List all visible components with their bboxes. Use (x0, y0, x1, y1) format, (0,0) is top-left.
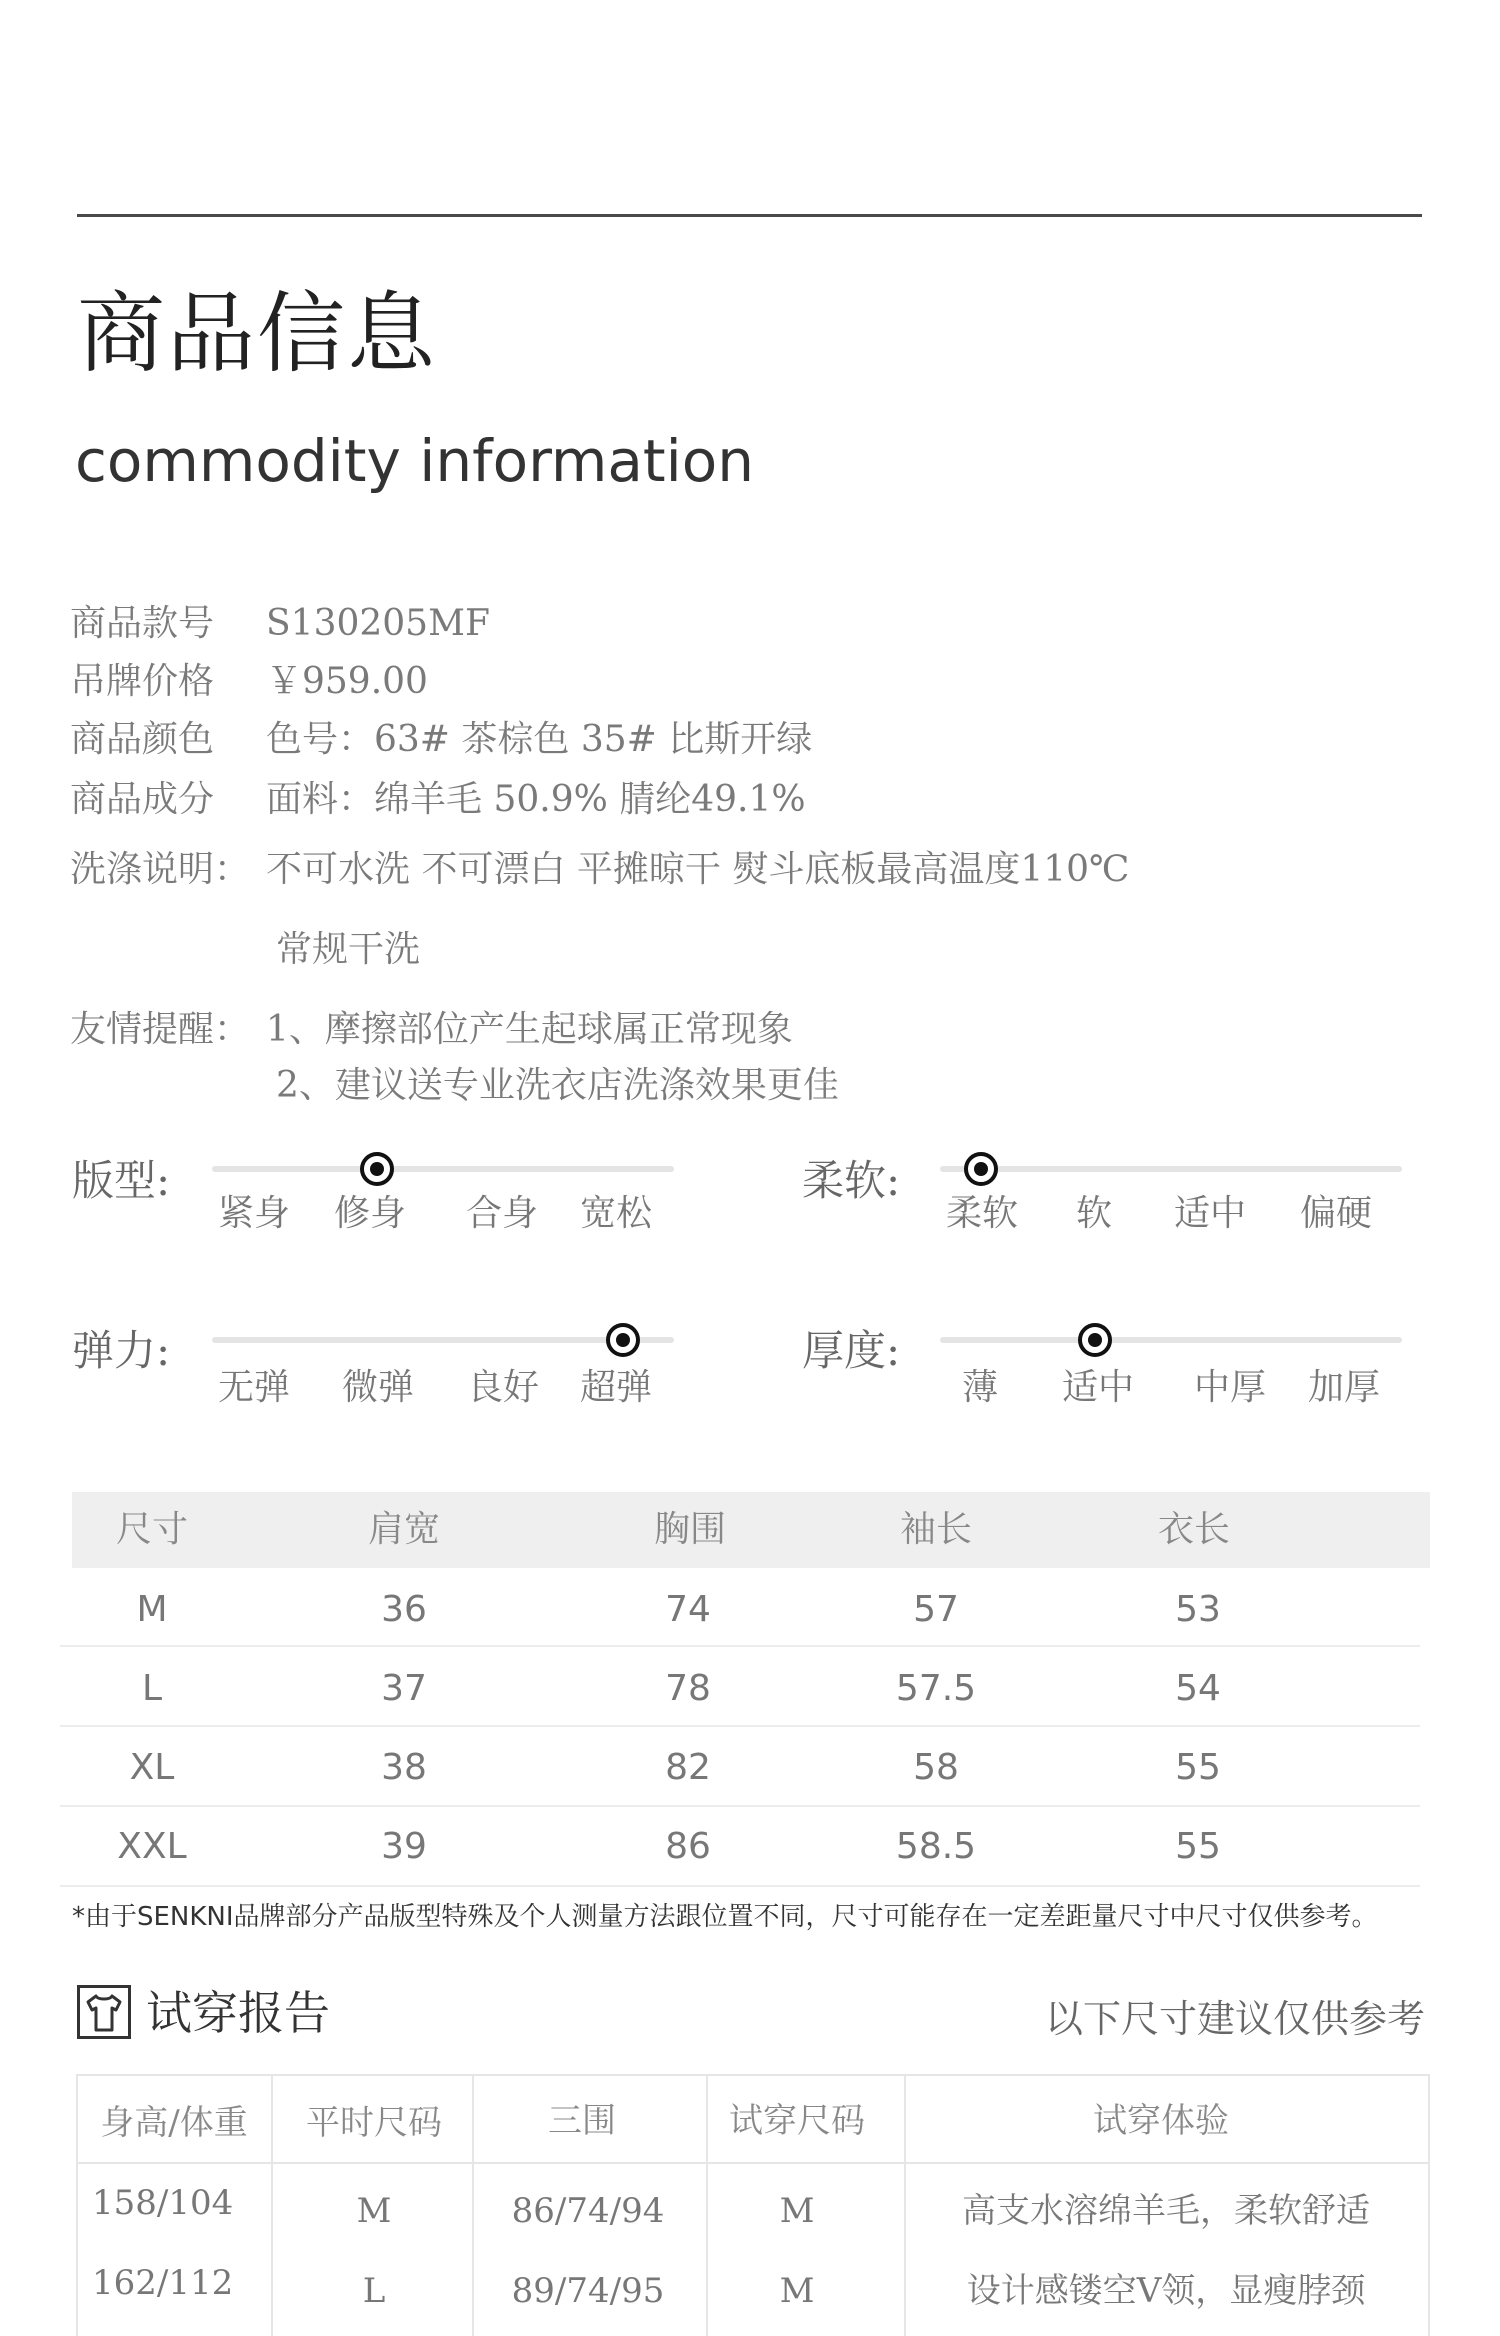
size-cell: 86 (665, 1826, 711, 1867)
scale-option: 合身 (465, 1193, 539, 1234)
table-column-divider (472, 2076, 474, 2336)
tip-line: 2、建议送专业洗衣店洗涤效果更佳 (276, 1065, 839, 1106)
scale-option: 柔软 (945, 1193, 1019, 1234)
size-cell: 55 (1175, 1826, 1221, 1867)
info-style-no (70, 603, 490, 644)
try-cell: M (356, 2191, 392, 2231)
scale-track (940, 1166, 1402, 1172)
try-cell: 设计感镂空V领，显瘦脖颈 (966, 2271, 1366, 2311)
size-cell: 82 (665, 1747, 711, 1788)
info-value: 不可水洗 不可漂白 平摊晾干 熨斗底板最高温度110℃ (266, 849, 1130, 890)
info-composition (70, 779, 806, 820)
top-divider (77, 214, 1422, 217)
info-label: 商品款号 (70, 603, 215, 644)
scale-option: 薄 (961, 1367, 999, 1408)
try-cell: M (779, 2271, 815, 2311)
info-label: 商品颜色 (70, 719, 215, 760)
scale-option: 超弹 (579, 1367, 653, 1408)
scale-label: 弹力: (72, 1326, 171, 1375)
size-cell: 54 (1175, 1668, 1221, 1709)
size-header-cell: 袖长 (899, 1509, 973, 1550)
page-title: 商品信息 (77, 282, 438, 385)
size-cell: 53 (1175, 1589, 1221, 1630)
try-header-cell: 试穿尺码 (729, 2101, 865, 2141)
scale-label: 柔软: (802, 1156, 901, 1205)
scale-option: 中厚 (1193, 1367, 1267, 1408)
size-cell: XL (129, 1747, 175, 1788)
row-divider (60, 1885, 1420, 1887)
scale-label: 厚度: (802, 1326, 901, 1375)
scale-track (212, 1166, 674, 1172)
size-cell: L (141, 1668, 163, 1709)
scale-option: 良好 (466, 1367, 540, 1408)
size-header-cell: 胸围 (653, 1509, 727, 1550)
size-cell: 37 (381, 1668, 427, 1709)
table-border (1428, 2076, 1430, 2336)
scale-option: 软 (1075, 1193, 1113, 1234)
size-header-cell: 尺寸 (115, 1509, 189, 1550)
info-value: ￥959.00 (266, 661, 428, 702)
row-divider (60, 1645, 1420, 1647)
info-value: 面料：绵羊毛 50.9% 腈纶49.1% (266, 779, 806, 820)
try-header-cell: 平时尺码 (306, 2103, 442, 2143)
info-value: S130205MF (266, 603, 490, 644)
info-label: 吊牌价格 (70, 661, 215, 702)
size-cell: 55 (1175, 1747, 1221, 1788)
info-label: 友情提醒： (70, 1009, 251, 1050)
table-row-divider (76, 2162, 1430, 2164)
scale-marker (964, 1152, 998, 1186)
size-cell: 57.5 (895, 1668, 977, 1709)
size-header-cell: 肩宽 (367, 1509, 441, 1550)
scale-option: 无弹 (217, 1367, 291, 1408)
try-cell: L (362, 2271, 386, 2311)
scale-label: 版型: (72, 1156, 171, 1205)
scale-track (212, 1337, 674, 1343)
scale-option: 适中 (1173, 1193, 1247, 1234)
try-header-cell: 三围 (548, 2101, 616, 2141)
scale-marker (360, 1152, 394, 1186)
scale-option: 修身 (333, 1193, 407, 1234)
try-report-note: 以下尺寸建议仅供参考 (1044, 1997, 1425, 2041)
scale-option: 加厚 (1307, 1367, 1381, 1408)
scale-option: 偏硬 (1299, 1193, 1373, 1234)
table-column-divider (706, 2076, 708, 2336)
page-subtitle: commodity information (75, 427, 755, 495)
try-cell: 86/74/94 (511, 2191, 665, 2231)
size-cell: M (136, 1589, 168, 1630)
try-cell: 158/104 (92, 2183, 234, 2223)
info-care-extra: 常规干洗 (276, 929, 421, 970)
scale-track (940, 1337, 1402, 1343)
tip-line: 1、摩擦部位产生起球属正常现象 (266, 1009, 793, 1050)
try-header-cell: 试穿体验 (1093, 2101, 1229, 2141)
info-care (70, 849, 1130, 890)
size-cell: XXL (117, 1826, 187, 1867)
info-color (70, 719, 813, 760)
shirt-icon (77, 1985, 131, 2039)
size-cell: 36 (381, 1589, 427, 1630)
try-report-table (76, 2074, 1430, 2336)
try-cell: 高支水溶绵羊毛，柔软舒适 (962, 2191, 1370, 2231)
size-note: *由于SENKNI品牌部分产品版型特殊及个人测量方法跟位置不同，尺寸可能存在一定差距量尺寸中尺寸仅供参考。 (72, 1902, 1378, 1932)
scale-option: 微弹 (341, 1367, 415, 1408)
try-cell: M (779, 2191, 815, 2231)
table-border (76, 2076, 78, 2336)
size-cell: 57 (913, 1589, 959, 1630)
scale-marker (1078, 1323, 1112, 1357)
try-cell: 162/112 (92, 2263, 234, 2303)
try-report-title: 试穿报告 (146, 1986, 330, 2040)
size-cell: 58.5 (895, 1826, 977, 1867)
row-divider (60, 1725, 1420, 1727)
scale-option: 适中 (1061, 1367, 1135, 1408)
info-value: 色号：63# 茶棕色 35# 比斯开绿 (266, 719, 813, 760)
table-column-divider (271, 2076, 273, 2336)
scale-option: 紧身 (217, 1193, 291, 1234)
info-price (70, 661, 428, 702)
try-header-cell: 身高/体重 (100, 2103, 248, 2143)
size-cell: 58 (913, 1747, 959, 1788)
size-cell: 78 (665, 1668, 711, 1709)
size-cell: 38 (381, 1747, 427, 1788)
row-divider (60, 1805, 1420, 1807)
info-label: 洗涤说明： (70, 849, 251, 890)
size-header-cell: 衣长 (1157, 1509, 1231, 1550)
info-label: 商品成分 (70, 779, 215, 820)
info-tips (70, 1009, 793, 1050)
size-cell: 39 (381, 1826, 427, 1867)
table-column-divider (904, 2076, 906, 2336)
scale-option: 宽松 (579, 1193, 653, 1234)
scale-marker (606, 1323, 640, 1357)
size-cell: 74 (665, 1589, 711, 1630)
try-cell: 89/74/95 (511, 2271, 665, 2311)
